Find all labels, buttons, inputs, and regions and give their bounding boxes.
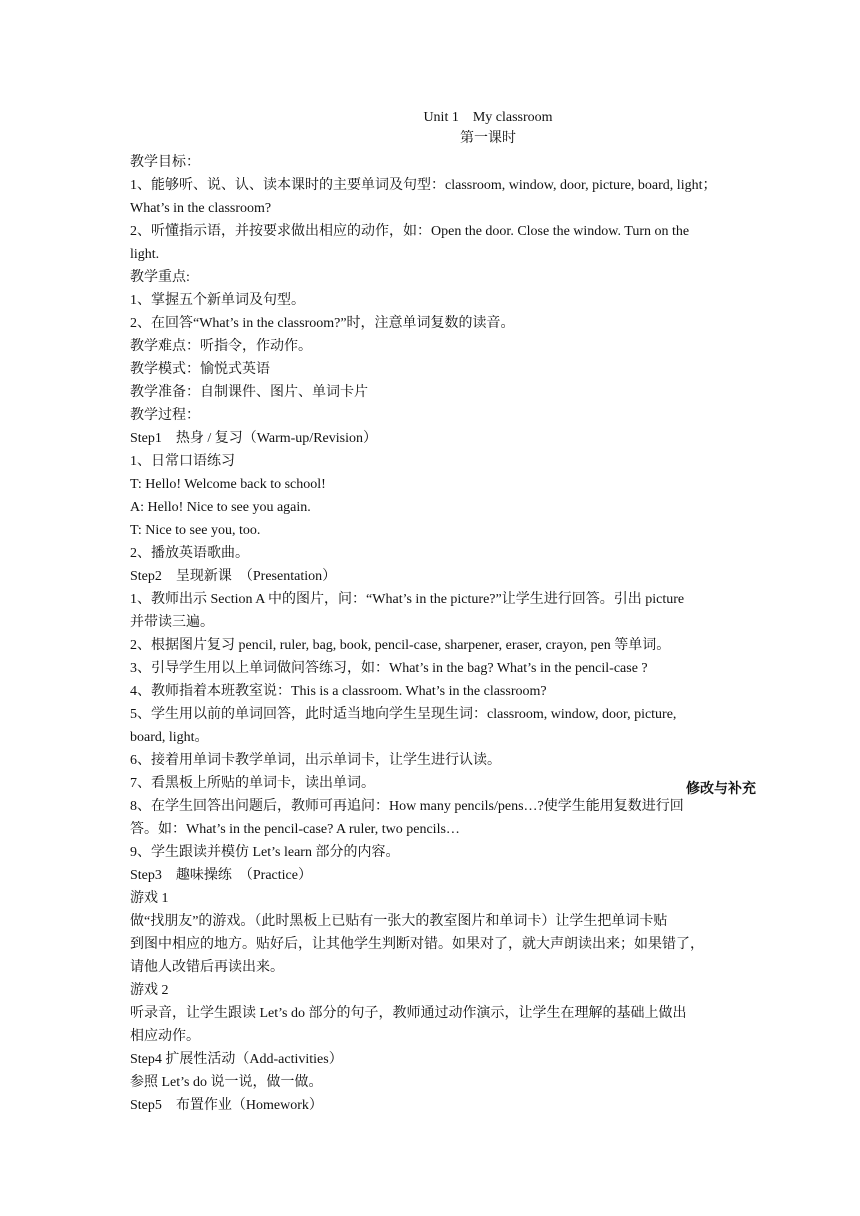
body-line: Step3 趣味操练 （Practice） bbox=[130, 868, 312, 883]
body-line: 7、看黑板上所贴的单词卡，读出单词。 bbox=[130, 776, 375, 791]
margin-note: 修改与补充 bbox=[686, 781, 756, 797]
lesson-plan-body bbox=[130, 151, 735, 1117]
body-line: Step5 布置作业（Homework） bbox=[130, 1098, 323, 1113]
body-line: 教学模式：愉悦式英语 bbox=[130, 362, 270, 377]
body-line: 游戏 2 bbox=[130, 983, 169, 998]
body-line: A: Hello! Nice to see you again. bbox=[130, 500, 311, 515]
lesson-subtitle: 第一课时 bbox=[460, 131, 516, 146]
body-line: 1、教师出示 Section A 中的图片，问：“What’s in the picture?”让学生进行回答。引出 picture bbox=[130, 592, 685, 607]
body-line: 并带读三遍。 bbox=[130, 615, 214, 630]
body-line: 3、引导学生用以上单词做问答练习，如：What’s in the bag? What’s in the pencil-case ? bbox=[130, 661, 648, 676]
body-line: 2、听懂指示语，并按要求做出相应的动作，如：Open the door. Close the window. Turn on the bbox=[130, 224, 690, 239]
body-line: 相应动作。 bbox=[130, 1029, 200, 1044]
body-line: 游戏 1 bbox=[130, 891, 169, 906]
body-line: light. bbox=[130, 247, 160, 262]
body-line: 2、在回答“What’s in the classroom?”时，注意单词复数的读音。 bbox=[130, 316, 515, 331]
body-line: 答。如：What’s in the pencil-case? A ruler, two pencils… bbox=[130, 822, 460, 837]
body-line: 4、教师指着本班教室说：This is a classroom. What’s in the classroom? bbox=[130, 684, 547, 699]
body-line: 2、播放英语歌曲。 bbox=[130, 546, 249, 561]
body-line: 教学过程： bbox=[130, 408, 200, 423]
body-line: 教学目标： bbox=[130, 155, 200, 170]
body-line: 参照 Let’s do 说一说，做一做。 bbox=[130, 1075, 323, 1090]
body-line: 8、在学生回答出问题后，教师可再追问：How many pencils/pens…?使学生能用复数进行回 bbox=[130, 799, 684, 814]
body-line: 1、日常口语练习 bbox=[130, 454, 235, 469]
body-line: 教学准备：自制课件、图片、单词卡片 bbox=[130, 385, 368, 400]
body-line: board, light。 bbox=[130, 730, 209, 745]
body-line: 教学重点: bbox=[130, 270, 190, 285]
body-line: T: Hello! Welcome back to school! bbox=[130, 477, 326, 492]
body-line: 9、学生跟读并模仿 Let’s learn 部分的内容。 bbox=[130, 845, 400, 860]
body-line: 1、能够听、说、认、读本课时的主要单词及句型：classroom, window, door, picture, board, light； bbox=[130, 178, 717, 193]
body-line: 到图中相应的地方。贴好后，让其他学生判断对错。如果对了，就大声朗读出来；如果错了， bbox=[130, 937, 704, 952]
body-line: Step1 热身 / 复习（Warm-up/Revision） bbox=[130, 431, 377, 446]
body-line: Step2 呈现新课 （Presentation） bbox=[130, 569, 337, 584]
body-line: 5、学生用以前的单词回答，此时适当地向学生呈现生词：classroom, window, door, picture, bbox=[130, 707, 677, 722]
body-line: What’s in the classroom? bbox=[130, 201, 272, 216]
body-line: 教学难点：听指令，作动作。 bbox=[130, 339, 312, 354]
body-line: Step4 扩展性活动（Add-activities） bbox=[130, 1052, 343, 1067]
body-line: 做“找朋友”的游戏。（此时黑板上已贴有一张大的教室图片和单词卡）让学生把单词卡贴 bbox=[130, 914, 668, 929]
body-line: 6、接着用单词卡教学单词，出示单词卡，让学生进行认读。 bbox=[130, 753, 501, 768]
body-line: 请他人改错后再读出来。 bbox=[130, 960, 284, 975]
body-line: T: Nice to see you, too. bbox=[130, 523, 261, 538]
body-line: 听录音，让学生跟读 Let’s do 部分的句子，教师通过动作演示，让学生在理解的基础上做出 bbox=[130, 1006, 687, 1021]
document-title: Unit 1 My classroom bbox=[423, 110, 553, 125]
body-line: 2、根据图片复习 pencil, ruler, bag, book, pencil-case, sharpener, eraser, crayon, pen 等单词。 bbox=[130, 638, 671, 653]
body-line: 1、掌握五个新单词及句型。 bbox=[130, 293, 305, 308]
